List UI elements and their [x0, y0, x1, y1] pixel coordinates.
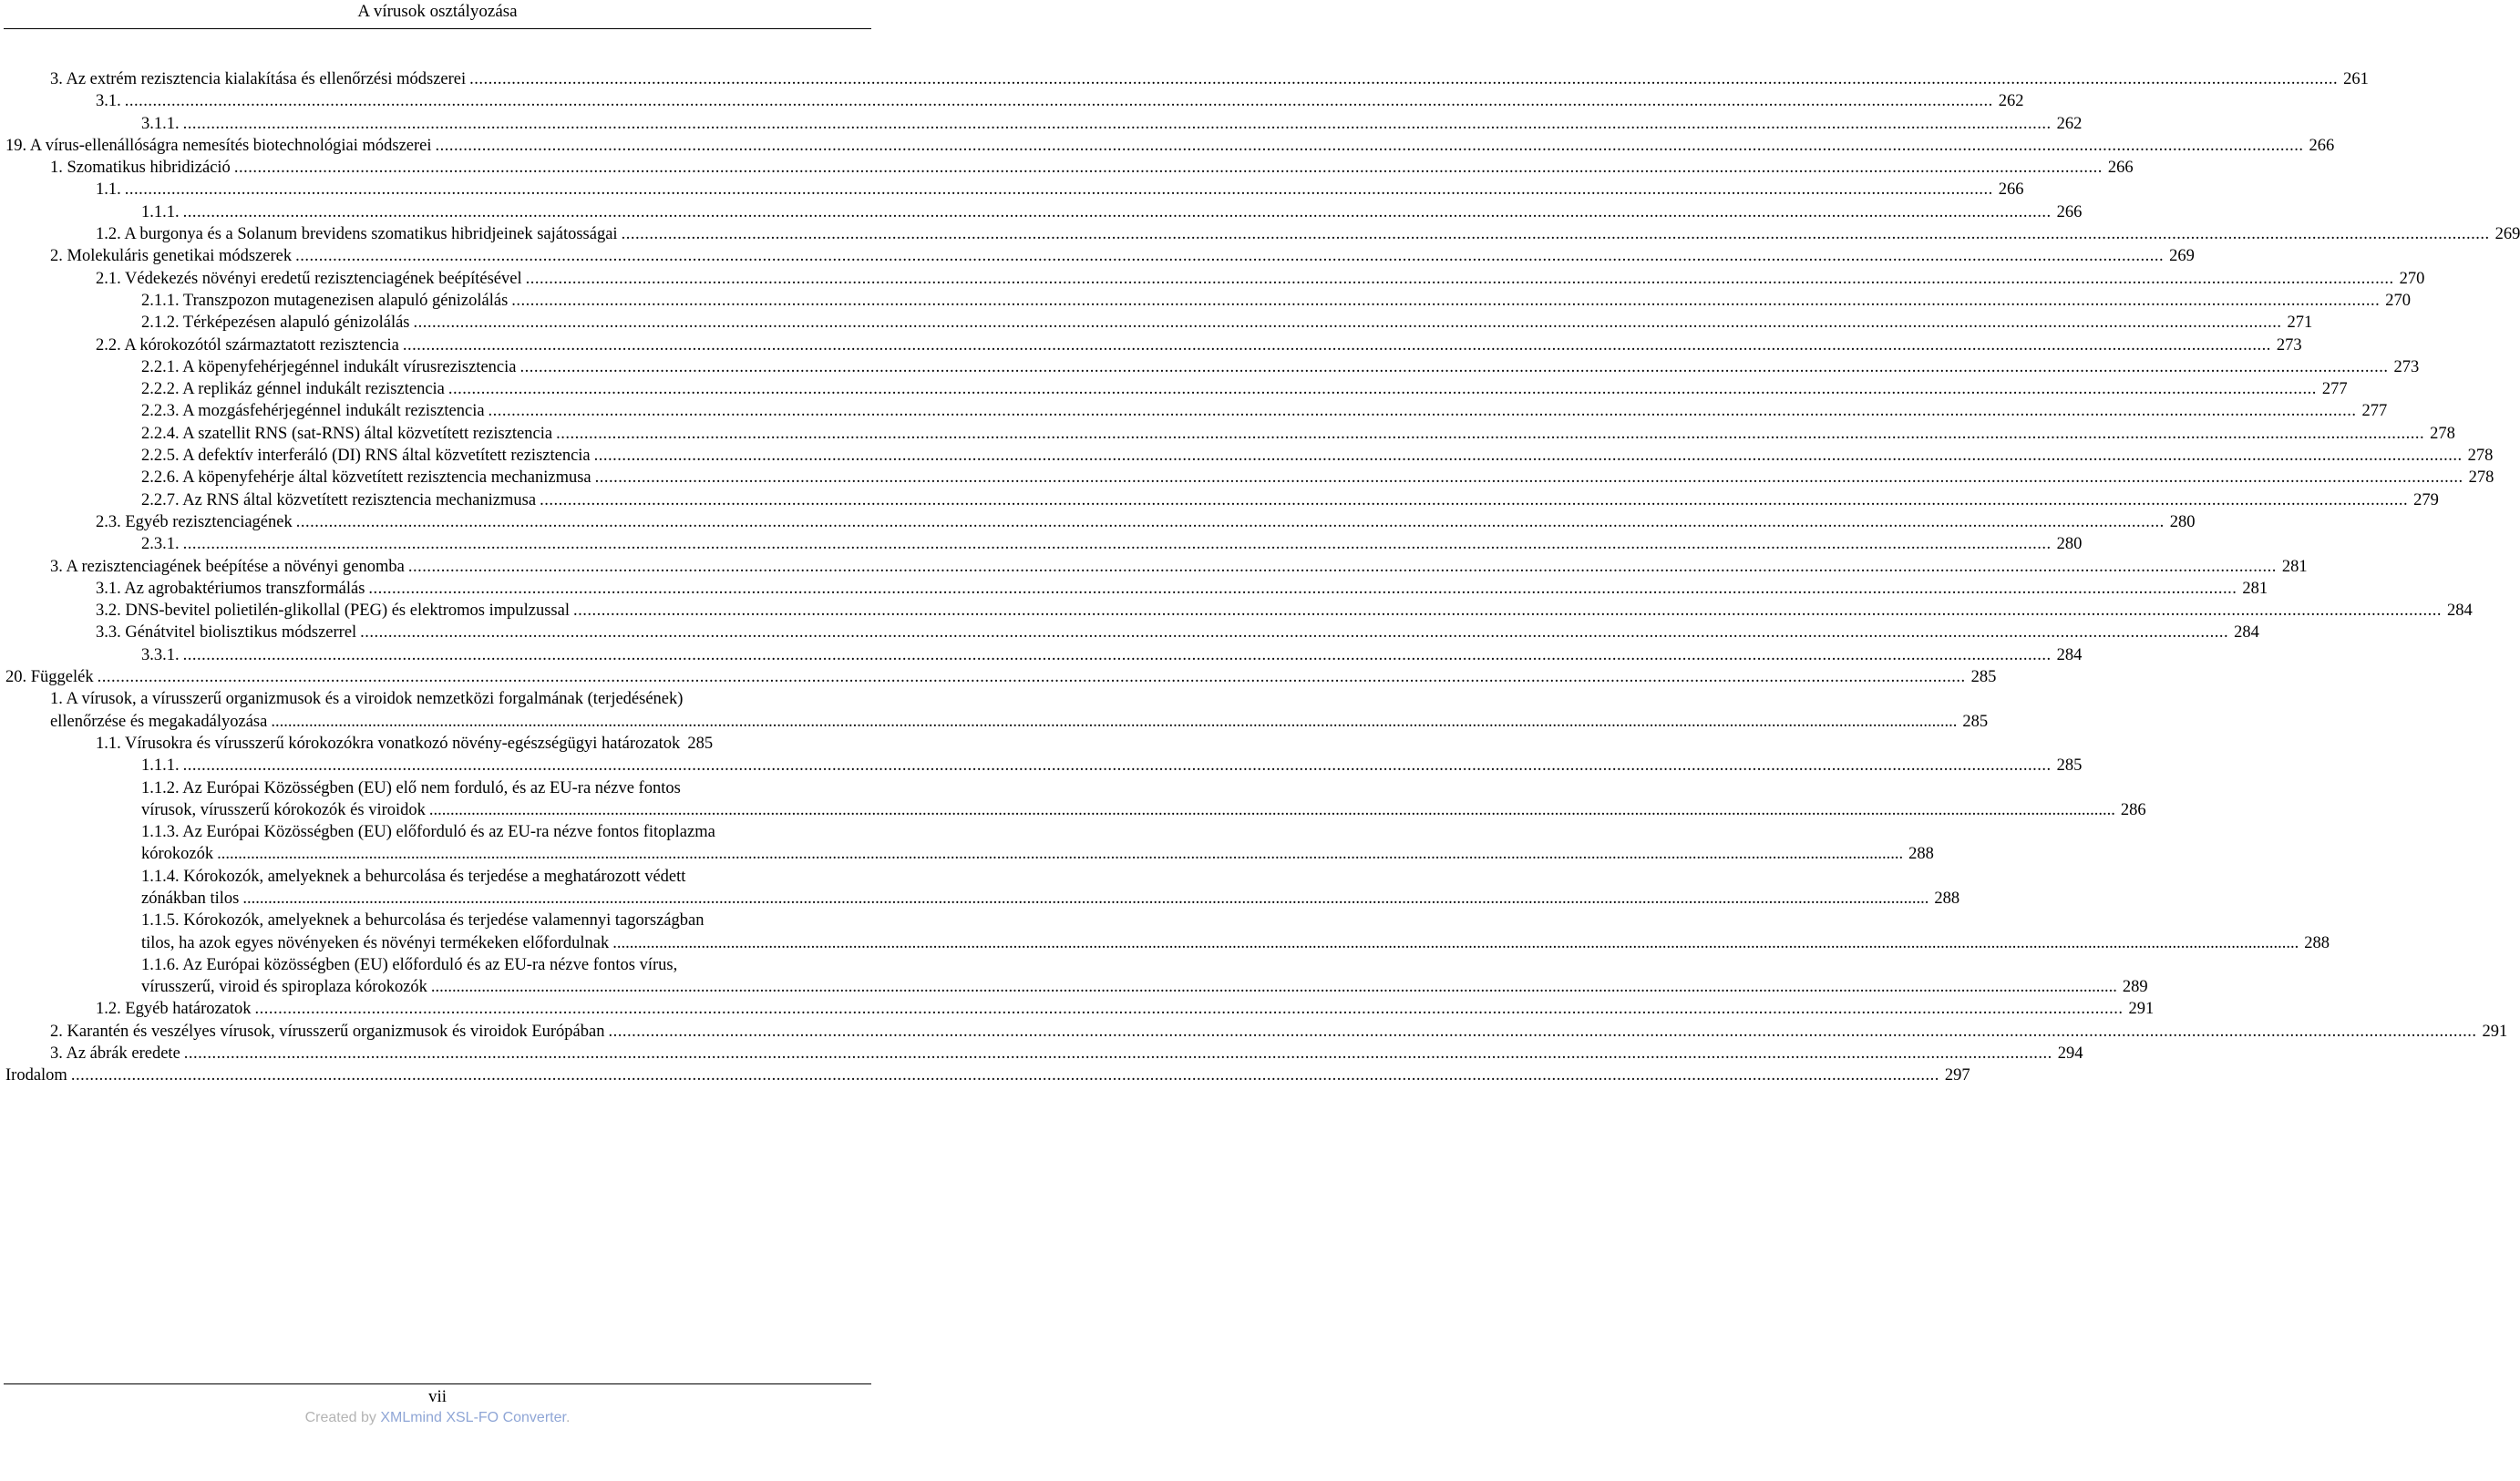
dot-leader: ................................................................................................................................................................................................................................................................................................................................................................................................................ — [182, 535, 2052, 554]
toc-entry[interactable] — [0, 157, 2134, 179]
toc-entry[interactable] — [0, 400, 2388, 422]
toc-entry[interactable] — [0, 1043, 2083, 1064]
toc-entry[interactable] — [0, 622, 2259, 643]
toc-entry[interactable] — [0, 334, 2302, 356]
dot-leader: ................................................................................................................................................................................................................................................................................................................................................................................................................ — [295, 512, 2165, 531]
toc-entry-title: 3.1. — [96, 92, 121, 111]
toc-entry[interactable] — [0, 688, 1989, 733]
toc-entry-title-line2: vírusok, vírusszerű kórokozók és viroidok — [141, 800, 426, 819]
created-by-label: Created by — [304, 1410, 376, 1425]
toc-entry-page: 262 — [2056, 114, 2083, 133]
table-of-contents — [0, 68, 2520, 1087]
toc-entry-page: 285 — [1970, 668, 1997, 687]
toc-entry[interactable] — [0, 423, 2455, 445]
toc-entry[interactable] — [0, 578, 2268, 600]
dot-leader: ................................................................................................................................................................................................................................................................................................................................................................................................................ — [469, 70, 2339, 88]
toc-entry-title: 3.3. Génátvitel biolisztikus módszerrel — [96, 623, 357, 643]
dot-leader: ................................................................................................................................................................................................................................................................................................................................................................................................................ — [540, 490, 2409, 509]
toc-entry[interactable] — [0, 1021, 2508, 1043]
dot-leader: ................................................................................................................................................................................................................................................................................................................................................................................................................ — [447, 380, 2317, 399]
toc-entry[interactable] — [0, 1064, 1970, 1086]
toc-entry[interactable] — [0, 644, 2083, 666]
toc-entry[interactable] — [0, 290, 2412, 312]
toc-entry-page: 288 — [1908, 845, 1934, 864]
dot-leader: ................................................................................................................................................................................................................................................................................................................................................................................................................ — [519, 357, 2389, 376]
toc-entry-page: 289 — [2122, 978, 2148, 997]
toc-entry-title: 3. Az ábrák eredete — [50, 1044, 180, 1064]
dot-leader: ................................................................................................................................................................................................................................................................................................................................................................................................................ — [572, 602, 2442, 621]
toc-entry-title-line1: 1.1.4. Kórokozók, amelyeknek a behurcolása és terjedése a meghatározott védett — [141, 867, 686, 886]
toc-entry-title: 1.2. A burgonya és a Solanum brevidens szomatikus hibridjeinek sajátosságai — [96, 225, 618, 244]
toc-entry-title: 2. Molekuláris genetikai módszerek — [50, 247, 293, 266]
toc-entry[interactable] — [0, 600, 2473, 622]
toc-entry-title: 2.2.3. A mozgásfehérjegénnel indukált rezisztencia — [141, 402, 485, 421]
page-number: vii — [427, 1387, 447, 1406]
toc-entry[interactable] — [0, 445, 2494, 467]
dot-leader: ................................................................................................................................................................................................................................................................................................................................................................................................................ — [402, 335, 2271, 355]
dot-leader: ................................................................................................................................................................................................................................................................................................................................................................................................................ — [608, 1022, 2477, 1041]
toc-entry-title: 20. Függelék — [5, 668, 94, 687]
toc-entry[interactable] — [0, 910, 2330, 954]
toc-entry-title: 1.1.1. — [141, 202, 180, 221]
toc-entry-page: 294 — [2057, 1044, 2083, 1064]
running-header — [0, 0, 875, 30]
toc-entry-title: 2.2.5. A defektív interferáló (DI) RNS által közvetített rezisztencia — [141, 447, 591, 466]
dot-leader: ................................................................................................................................................................................................................................................................................................................................................................................................................ — [556, 424, 2425, 443]
toc-entry-page: 284 — [2234, 623, 2259, 643]
toc-entry[interactable] — [0, 312, 2313, 334]
toc-entry-title-line1: 1.1.2. Az Európai Közösségben (EU) elő nem forduló, és az EU-ra nézve fontos — [141, 778, 681, 797]
toc-entry[interactable] — [0, 223, 2520, 245]
dot-leader: ................................................................................................................................................................................................................................................................................................................................................................................................................ — [593, 447, 2463, 466]
toc-entry-page: 262 — [1998, 92, 2024, 111]
producer-period: . — [565, 1410, 571, 1425]
toc-entry[interactable] — [0, 556, 2308, 578]
toc-entry[interactable] — [0, 356, 2420, 378]
dot-leader: ................................................................................................................................................................................................................................................................................................................................................................................................................ — [124, 180, 1993, 200]
dot-leader: ................................................................................................................................................................................................................................................................................................................................................................................................................ — [217, 845, 1904, 864]
toc-entry-page: 284 — [2056, 645, 2083, 664]
producer-note — [0, 1408, 875, 1428]
toc-entry-title-line2: zónákban tilos — [141, 889, 240, 908]
toc-entry-title: 2.3.1. — [141, 535, 180, 554]
toc-entry[interactable] — [0, 998, 2155, 1020]
dot-leader: ................................................................................................................................................................................................................................................................................................................................................................................................................ — [70, 1066, 1939, 1085]
toc-entry[interactable] — [0, 113, 2083, 135]
toc-entry-page: 271 — [2287, 314, 2313, 333]
dot-leader: ................................................................................................................................................................................................................................................................................................................................................................................................................ — [271, 712, 1958, 731]
toc-entry[interactable] — [0, 533, 2083, 555]
toc-entry-page: 266 — [2056, 202, 2083, 221]
dot-leader: ................................................................................................................................................................................................................................................................................................................................................................................................................ — [612, 933, 2299, 952]
toc-entry-page: 266 — [1998, 180, 2024, 200]
toc-entry-page: 270 — [2385, 291, 2412, 310]
toc-entry[interactable] — [0, 245, 2195, 267]
toc-entry-page: 285 — [1962, 712, 1989, 731]
toc-entry[interactable] — [0, 489, 2439, 511]
toc-entry-page: 277 — [2321, 380, 2348, 399]
toc-entry-title: 2.2.7. Az RNS által közvetített rezisztencia mechanizmusa — [141, 490, 537, 509]
toc-entry-page: 285 — [687, 734, 714, 753]
toc-entry-page: 266 — [2309, 136, 2335, 155]
dot-leader: ................................................................................................................................................................................................................................................................................................................................................................................................................ — [621, 225, 2490, 244]
toc-entry-title: 2. Karantén és veszélyes vírusok, vírusszerű organizmusok és viroidok Európában — [50, 1022, 605, 1041]
toc-entry[interactable] — [0, 821, 1934, 866]
toc-entry-page: 297 — [1944, 1066, 1970, 1085]
toc-entry-page: 286 — [2120, 800, 2146, 819]
toc-entry[interactable] — [0, 511, 2196, 533]
toc-entry-page: 278 — [2468, 468, 2494, 488]
toc-entry-title: 3. Az extrém rezisztencia kialakítása és ellenőrzési módszerei — [50, 70, 467, 88]
toc-entry[interactable] — [0, 954, 2148, 999]
toc-entry[interactable] — [0, 90, 2024, 112]
toc-entry-title: 3. A rezisztenciagének beépítése a növényi genomba — [50, 557, 405, 576]
toc-entry-page: 278 — [2430, 424, 2455, 443]
dot-leader: ................................................................................................................................................................................................................................................................................................................................................................................................................ — [182, 202, 2052, 221]
toc-entry-title-line2: kórokozók — [141, 845, 214, 864]
toc-entry-page: 266 — [2107, 159, 2134, 178]
toc-entry-title: 2.2. A kórokozótól származtatott rezisztencia — [96, 335, 399, 355]
toc-entry-title: 3.1.1. — [141, 114, 180, 133]
dot-leader: ................................................................................................................................................................................................................................................................................................................................................................................................................ — [182, 756, 2052, 776]
dot-leader: ................................................................................................................................................................................................................................................................................................................................................................................................................ — [360, 623, 2229, 643]
footer-divider — [4, 1383, 871, 1384]
dot-leader: ................................................................................................................................................................................................................................................................................................................................................................................................................ — [428, 800, 2115, 819]
toc-entry-title-line1: 1.1.3. Az Európai Közösségben (EU) előforduló és az EU-ra nézve fontos fitoplazma — [141, 823, 715, 842]
dot-leader: ................................................................................................................................................................................................................................................................................................................................................................................................................ — [488, 402, 2357, 421]
dot-leader: ................................................................................................................................................................................................................................................................................................................................................................................................................ — [594, 468, 2463, 488]
dot-leader: ................................................................................................................................................................................................................................................................................................................................................................................................................ — [413, 314, 2282, 333]
toc-entry-title: 1. Szomatikus hibridizáció — [50, 159, 231, 178]
toc-entry-title-line1: 1.1.5. Kórokozók, amelyeknek a behurcolása és terjedése valamennyi tagországban — [141, 911, 705, 931]
producer-link[interactable]: XMLmind XSL-FO Converter — [380, 1410, 566, 1425]
dot-leader: ................................................................................................................................................................................................................................................................................................................................................................................................................ — [97, 668, 1966, 687]
toc-entry-page: 291 — [2128, 1000, 2155, 1019]
toc-entry-title: 1.1. — [96, 180, 121, 200]
toc-entry-title: 2.2.4. A szatellit RNS (sat-RNS) által közvetített rezisztencia — [141, 424, 553, 443]
dot-leader: ................................................................................................................................................................................................................................................................................................................................................................................................................ — [182, 645, 2052, 664]
toc-entry-page: 270 — [2399, 269, 2425, 288]
toc-entry[interactable] — [0, 268, 2425, 290]
dot-leader: ................................................................................................................................................................................................................................................................................................................................................................................................................ — [435, 136, 2304, 155]
header-divider — [4, 28, 871, 29]
toc-entry-page: 278 — [2467, 447, 2494, 466]
toc-entry-page: 288 — [1934, 889, 1960, 908]
toc-entry[interactable] — [0, 378, 2348, 400]
toc-entry-page: 273 — [2276, 335, 2302, 355]
toc-entry-page: 284 — [2446, 602, 2473, 621]
toc-entry-page: 273 — [2393, 357, 2420, 376]
toc-entry-title-line2: ellenőrzése és megakadályozása — [50, 712, 268, 731]
toc-entry-page: 261 — [2343, 70, 2369, 88]
toc-entry-title: 3.3.1. — [141, 645, 180, 664]
toc-entry-title: 3.1. Az agrobaktériumos transzformálás — [96, 579, 365, 598]
toc-entry-page: 269 — [2494, 225, 2520, 244]
toc-entry-title: 2.2.2. A replikáz génnel indukált rezisztencia — [141, 380, 445, 399]
toc-entry-page: 285 — [2056, 756, 2083, 776]
toc-entry[interactable] — [0, 733, 784, 755]
toc-entry-title: 3.2. DNS-bevitel polietilén-glikollal (PEG) és elektromos impulzussal — [96, 602, 570, 621]
toc-entry-page: 279 — [2413, 490, 2439, 509]
toc-entry[interactable] — [0, 755, 2083, 776]
toc-entry[interactable] — [0, 666, 1997, 688]
toc-entry-title: 2.3. Egyéb rezisztenciagének — [96, 512, 293, 531]
toc-entry[interactable] — [0, 866, 1960, 910]
dot-leader: ................................................................................................................................................................................................................................................................................................................................................................................................................ — [511, 291, 2381, 310]
dot-leader: ................................................................................................................................................................................................................................................................................................................................................................................................................ — [430, 978, 2117, 997]
toc-entry-title: 2.1.2. Térképezésen alapuló génizolálás — [141, 314, 410, 333]
toc-entry-title-line1: 1.1.6. Az Európai közösségben (EU) előforduló és az EU-ra nézve fontos vírus, — [141, 955, 678, 974]
toc-entry-title-line2: vírusszerű, viroid és spiroplaza kórokozók — [141, 978, 427, 997]
toc-entry-page: 269 — [2169, 247, 2195, 266]
toc-entry[interactable] — [0, 201, 2083, 223]
toc-entry-title-line1: 1. A vírusok, a vírusszerű organizmusok és a viroidok nemzetközi forgalmának (terjedésének) — [50, 690, 684, 709]
toc-entry-title-line2: tilos, ha azok egyes növényeken és növényi termékeken előfordulnak — [141, 933, 610, 952]
dot-leader: ................................................................................................................................................................................................................................................................................................................................................................................................................ — [182, 114, 2052, 133]
toc-entry[interactable] — [0, 777, 2146, 822]
toc-entry[interactable] — [0, 179, 2024, 201]
dot-leader: ................................................................................................................................................................................................................................................................................................................................................................................................................ — [124, 92, 1993, 111]
toc-entry[interactable] — [0, 68, 2369, 90]
toc-entry-title: 1.2. Egyéb határozatok — [96, 1000, 252, 1019]
toc-entry-title: 1.1. Vírusokra és vírusszerű kórokozókra vonatkozó növény-egészségügyi határozatok — [96, 734, 681, 753]
dot-leader: ................................................................................................................................................................................................................................................................................................................................................................................................................ — [525, 269, 2394, 288]
toc-entry-title: 2.2.6. A köpenyfehérje által közvetített rezisztencia mechanizmusa — [141, 468, 591, 488]
dot-leader: ................................................................................................................................................................................................................................................................................................................................................................................................................ — [254, 1000, 2124, 1019]
dot-leader: ................................................................................................................................................................................................................................................................................................................................................................................................................ — [233, 159, 2103, 178]
dot-leader: ................................................................................................................................................................................................................................................................................................................................................................................................................ — [368, 579, 2237, 598]
toc-entry-page: 280 — [2056, 535, 2083, 554]
toc-entry-title: 2.2.1. A köpenyfehérjegénnel indukált vírusrezisztencia — [141, 357, 517, 376]
toc-entry-title: 1.1.1. — [141, 756, 180, 776]
dot-leader: ................................................................................................................................................................................................................................................................................................................................................................................................................ — [407, 557, 2277, 576]
toc-entry-page: 281 — [2242, 579, 2268, 598]
dot-leader: ................................................................................................................................................................................................................................................................................................................................................................................................................ — [295, 247, 2165, 266]
toc-entry[interactable] — [0, 135, 2335, 157]
toc-entry-page: 291 — [2482, 1022, 2508, 1041]
toc-entry-title: Irodalom — [5, 1066, 67, 1085]
toc-entry-page: 277 — [2361, 402, 2388, 421]
dot-leader: ................................................................................................................................................................................................................................................................................................................................................................................................................ — [242, 889, 1929, 908]
toc-entry-title: 2.1.1. Transzpozon mutagenezisen alapuló génizolálás — [141, 291, 509, 310]
toc-entry-title: 2.1. Védekezés növényi eredetű rezisztenciagének beépítésével — [96, 269, 522, 288]
toc-entry-page: 281 — [2281, 557, 2308, 576]
toc-entry[interactable] — [0, 467, 2494, 489]
running-header-title: A vírusok osztályozása — [357, 2, 518, 21]
toc-entry-page: 280 — [2169, 512, 2196, 531]
toc-entry-page: 288 — [2304, 933, 2330, 952]
toc-entry-title: 19. A vírus-ellenállóságra nemesítés biotechnológiai módszerei — [5, 136, 432, 155]
dot-leader: ................................................................................................................................................................................................................................................................................................................................................................................................................ — [183, 1044, 2052, 1064]
